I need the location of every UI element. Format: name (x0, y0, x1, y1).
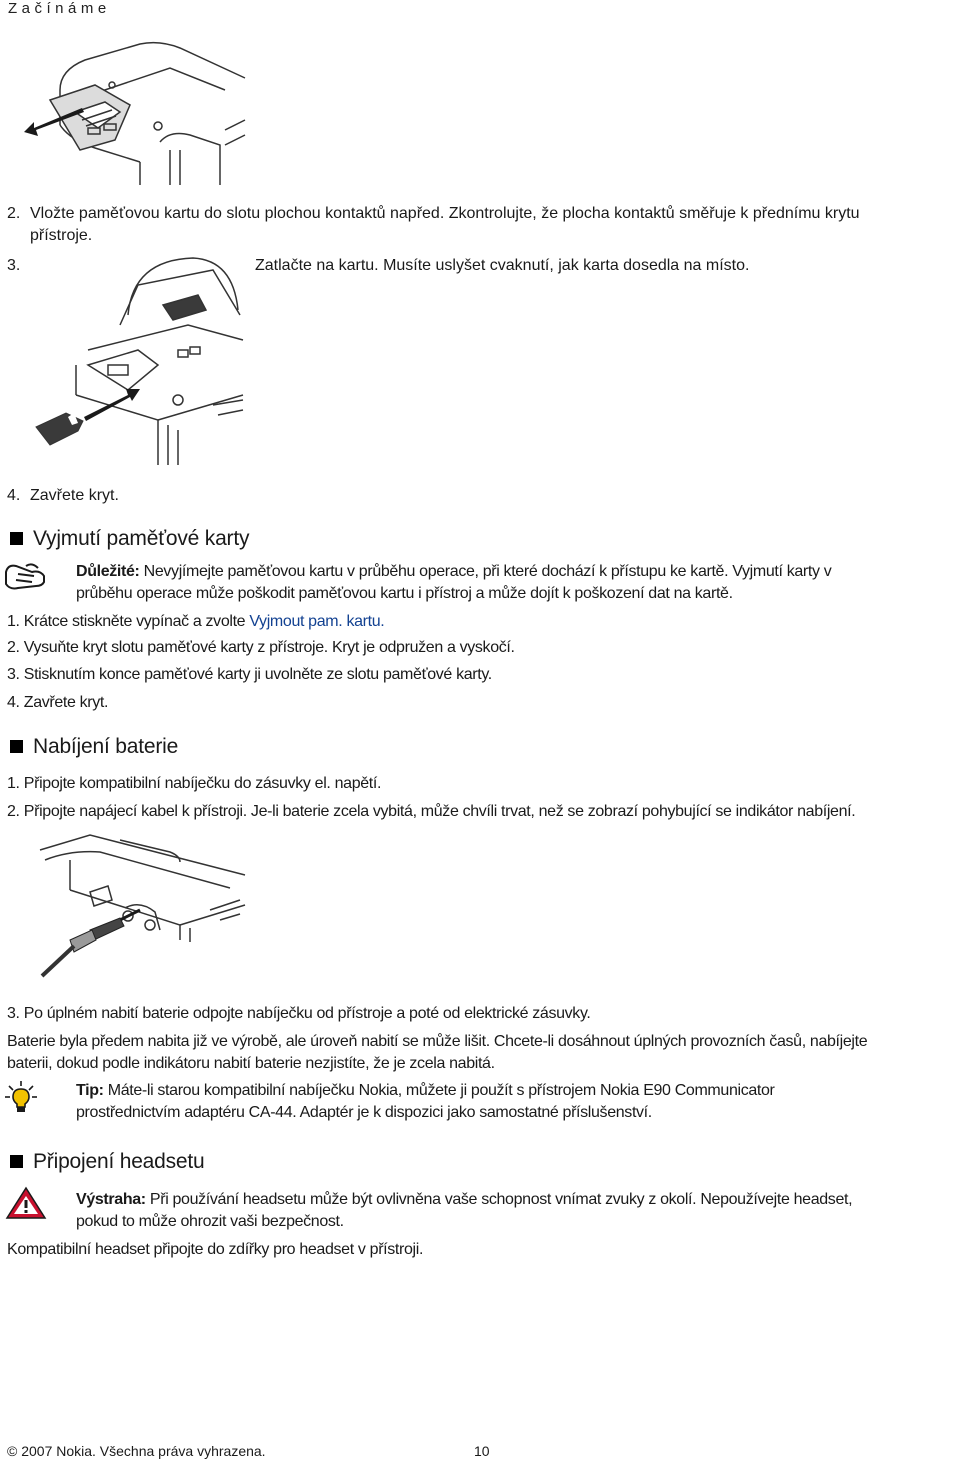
remove-step-1-text: Krátce stiskněte vypínač a zvolte (23, 613, 246, 630)
tip-line2: prostřednictvím adaptéru CA-44. Adaptér je k dispozici jako samostatné příslušenství. (76, 1104, 652, 1121)
page-number: 10 (474, 1443, 490, 1459)
charge-step-2 (7, 801, 855, 823)
section-marker (10, 740, 23, 753)
remove-step-4-text: Zavřete kryt. (23, 694, 109, 711)
charge-step-2-text: Připojte napájecí kabel k přístroji. Je-li baterie zcela vybitá, může chvíli trvat, než se zobrazí pohybující se indikátor nabíjení. (23, 803, 856, 820)
warning-line2: pokud to může ohrozit vaši bezpečnost. (76, 1213, 344, 1230)
remove-step-1-number: 1. (7, 613, 20, 630)
important-note-line1 (76, 561, 831, 583)
step-2-text-continued: přístroje. (30, 227, 93, 244)
section-heading-remove-card: Vyjmutí paměťové karty (33, 527, 250, 550)
warning-text: Při používání headsetu může být ovlivněna vaše schopnost vnímat zvuky z okolí. Nepoužívejte headset, (149, 1191, 853, 1208)
headset-paragraph: Kompatibilní headset připojte do zdířky pro headset v přístroji. (7, 1241, 424, 1258)
charge-step-3 (7, 1003, 591, 1025)
footer-copyright: © 2007 Nokia. Všechna práva vyhrazena. (7, 1443, 266, 1459)
step-2-text: Vložte paměťovou kartu do slotu plochou kontaktů napřed. Zkontrolujte, že plocha kontaktů směřuje k přednímu krytu (30, 205, 860, 222)
remove-step-4 (7, 692, 108, 714)
warning-label: Výstraha: (76, 1191, 146, 1208)
section-heading-charging: Nabíjení baterie (33, 735, 179, 758)
charge-step-1-text: Připojte kompatibilní nabíječku do zásuvky el. napětí. (23, 775, 382, 792)
important-text: Nevyjímejte paměťovou kartu v průběhu operace, při které dochází k přístupu ke kartě. Vyjmutí karty v (143, 563, 832, 580)
important-hand-icon (2, 558, 48, 594)
tip-line1 (76, 1080, 775, 1102)
tip-label: Tip: (76, 1082, 104, 1099)
remove-step-3-text: Stisknutím konce paměťové karty ji uvolněte ze slotu paměťové karty. (23, 666, 492, 683)
remove-step-3 (7, 664, 492, 686)
warning-triangle-icon (5, 1186, 47, 1220)
remove-step-2-text: Vysuňte kryt slotu paměťové karty z přístroje. Kryt je odpružen a vyskočí. (23, 639, 515, 656)
menu-option-link[interactable]: Vyjmout pam. kartu (249, 613, 381, 630)
charge-step-1-number: 1. (7, 775, 20, 792)
remove-step-1-period: . (380, 613, 385, 630)
charge-paragraph-line2: baterii, dokud podle indikátoru nabití baterie nezjistíte, že je zcela nabitá. (7, 1055, 495, 1072)
warning-line1 (76, 1189, 852, 1211)
section-heading-headset: Připojení headsetu (33, 1150, 205, 1173)
step-3-text: Zatlačte na kartu. Musíte uslyšet cvaknutí, jak karta dosedla na místo. (255, 257, 750, 274)
illustration-card-slot-cover (20, 30, 250, 190)
remove-step-3-number: 3. (7, 666, 20, 683)
section-marker (10, 1155, 23, 1168)
step-3-number: 3. (7, 257, 21, 274)
step-4-text: Zavřete kryt. (30, 487, 119, 504)
illustration-charger-connection (30, 830, 250, 980)
remove-step-1 (7, 611, 384, 633)
important-label: Důležité: (76, 563, 140, 580)
important-note-line2: průběhu operace může poškodit paměťovou kartu i přístroj a může dojít k poškození dat na kartě. (76, 585, 733, 602)
remove-step-2-number: 2. (7, 639, 20, 656)
tip-text: Máte-li starou kompatibilní nabíječku Nokia, můžete ji použít s přístrojem Nokia E90 Communicator (107, 1082, 775, 1099)
charge-paragraph-line1: Baterie byla předem nabita již ve výrobě, ale úroveň nabití se může lišit. Chcete-li dosáhnout úplných provozních časů, nabíjejte (7, 1033, 868, 1050)
remove-step-2 (7, 637, 515, 659)
step-4-number: 4. (7, 487, 21, 504)
tip-lightbulb-icon (4, 1080, 38, 1114)
illustration-insert-card (28, 255, 248, 470)
charge-step-3-number: 3. (7, 1005, 20, 1022)
charge-step-3-text: Po úplném nabití baterie odpojte nabíječku od přístroje a poté od elektrické zásuvky. (23, 1005, 591, 1022)
charge-step-2-number: 2. (7, 803, 20, 820)
charge-step-1 (7, 773, 381, 795)
running-header: Začínáme (8, 0, 111, 17)
remove-step-4-number: 4. (7, 694, 20, 711)
section-marker (10, 532, 23, 545)
step-2-number: 2. (7, 205, 21, 222)
